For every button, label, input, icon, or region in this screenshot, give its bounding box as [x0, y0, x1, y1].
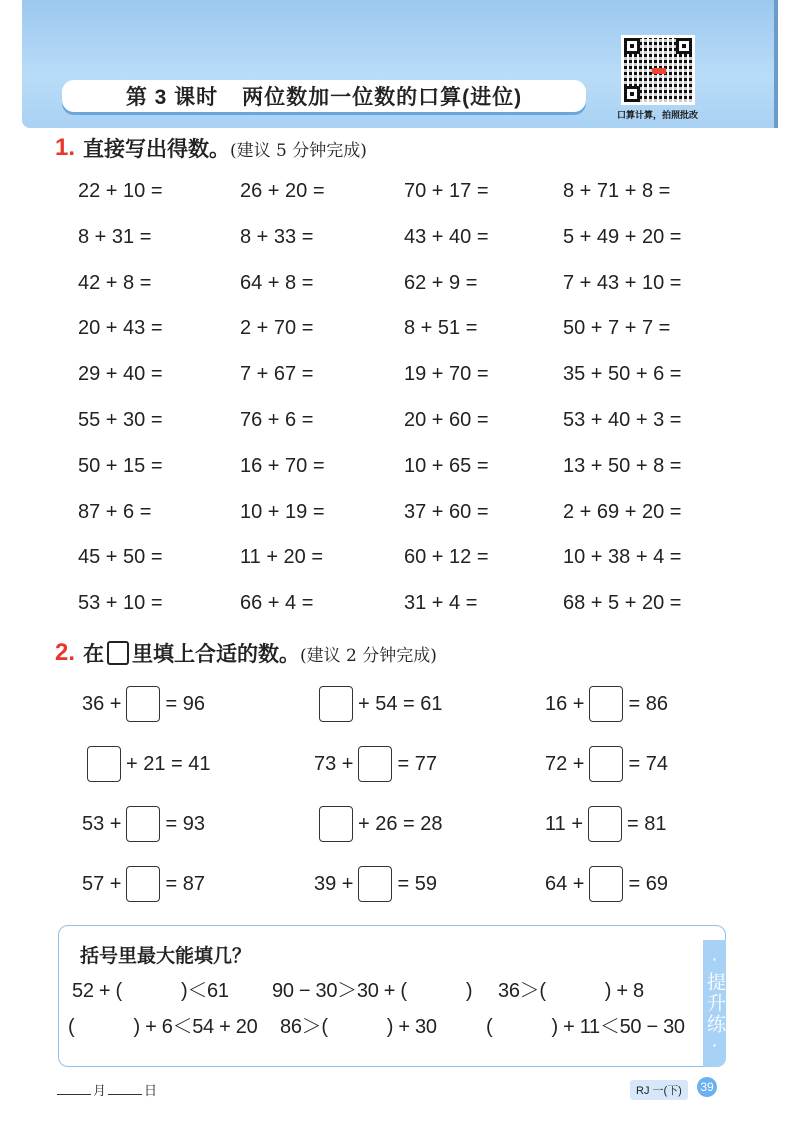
arithmetic-problem: 7 + 67 =	[240, 363, 314, 386]
challenge-title: 括号里最大能填几？	[80, 946, 252, 967]
arithmetic-problem: 8 + 71 + 8 =	[563, 180, 671, 202]
arithmetic-problem: 2 + 69 + 20 =	[563, 500, 682, 523]
lesson-title	[62, 80, 586, 112]
problem-prefix: 16 +	[545, 692, 585, 715]
arithmetic-problem: 13 + 50 + 8 =	[563, 454, 682, 477]
date-field	[55, 1080, 157, 1099]
fill-in-problem	[314, 866, 437, 902]
fill-in-problem	[82, 686, 205, 722]
problem-prefix: 64 +	[545, 872, 585, 895]
arithmetic-problem: 43 + 40 =	[404, 225, 489, 248]
fill-in-problem	[545, 866, 668, 902]
answer-box[interactable]	[589, 866, 623, 902]
problem-suffix: = 93	[165, 812, 205, 835]
answer-box[interactable]	[87, 746, 121, 782]
inequality-problem[interactable]: 90 − 30＞30 + ( )	[272, 980, 473, 1002]
problem-suffix: = 77	[397, 752, 437, 775]
section-title-post: 里填上合适的数。	[132, 643, 301, 666]
arithmetic-problem: 55 + 30 =	[78, 409, 163, 431]
arithmetic-problem: 26 + 20 =	[240, 180, 325, 202]
arithmetic-problem: 8 + 51 =	[404, 317, 478, 340]
problem-suffix: = 59	[397, 872, 437, 895]
section2-heading	[55, 638, 437, 668]
page-edge	[774, 0, 778, 128]
answer-box[interactable]	[126, 806, 160, 842]
problem-suffix: = 96	[165, 692, 205, 715]
problem-prefix: 72 +	[545, 752, 585, 775]
answer-box[interactable]	[588, 806, 622, 842]
arithmetic-problem: 10 + 19 =	[240, 500, 325, 523]
arithmetic-problem: 50 + 7 + 7 =	[563, 317, 671, 340]
arithmetic-problem: 37 + 60 =	[404, 500, 489, 523]
fill-in-problem	[314, 806, 443, 842]
arithmetic-problem: 8 + 33 =	[240, 225, 314, 248]
arithmetic-problem: 29 + 40 =	[78, 363, 163, 386]
inequality-problem[interactable]: ( ) + 11＜50 − 30	[486, 1016, 685, 1038]
arithmetic-problem: 31 + 4 =	[404, 592, 478, 615]
problem-suffix: = 86	[628, 692, 668, 715]
fill-in-problem	[545, 686, 668, 722]
lesson-topic: 两位数加一位数的口算(进位)	[242, 86, 523, 109]
arithmetic-problem: 35 + 50 + 6 =	[563, 363, 682, 386]
answer-box[interactable]	[358, 866, 392, 902]
problem-prefix: 39 +	[314, 872, 354, 895]
challenge-tab-label: ·提升练·	[704, 949, 725, 1058]
arithmetic-problem: 16 + 70 =	[240, 454, 325, 477]
problem-suffix: = 81	[627, 812, 667, 835]
fill-in-problem	[545, 746, 668, 782]
inequality-problem[interactable]: ( ) + 6＜54 + 20	[68, 1016, 258, 1038]
problem-suffix: = 74	[628, 752, 668, 775]
inequality-problem[interactable]: 52 + ( )＜61	[72, 980, 229, 1002]
arithmetic-problem: 20 + 43 =	[78, 317, 163, 340]
page-number: 39	[697, 1077, 717, 1097]
answer-box[interactable]	[319, 686, 353, 722]
arithmetic-problem: 10 + 38 + 4 =	[563, 546, 682, 569]
problem-suffix: + 26 = 28	[358, 812, 443, 835]
arithmetic-problem: 62 + 9 =	[404, 271, 478, 294]
fill-in-problem	[82, 806, 205, 842]
problem-prefix: 53 +	[82, 812, 122, 835]
problem-prefix: 73 +	[314, 752, 354, 775]
answer-box[interactable]	[358, 746, 392, 782]
arithmetic-problem: 10 + 65 =	[404, 454, 489, 477]
arithmetic-problem: 76 + 6 =	[240, 409, 314, 431]
inequality-problem[interactable]: 36＞( ) + 8	[498, 980, 644, 1002]
arithmetic-problem: 20 + 60 =	[404, 409, 489, 431]
arithmetic-problem: 60 + 12 =	[404, 546, 489, 569]
fill-in-problem	[545, 806, 666, 842]
arithmetic-problem: 45 + 50 =	[78, 546, 163, 569]
section-title: 直接写出得数。	[83, 138, 231, 161]
qr-caption: 口算计算，拍照批改	[617, 110, 699, 120]
arithmetic-problem: 68 + 5 + 20 =	[563, 592, 682, 615]
arithmetic-problem: 70 + 17 =	[404, 180, 489, 202]
section-hint: (建议 5 分钟完成)	[230, 140, 367, 161]
day-label: 日	[144, 1083, 158, 1098]
problem-suffix: + 21 = 41	[126, 752, 211, 775]
fill-in-problem	[314, 746, 437, 782]
section-number: 1.	[55, 134, 76, 161]
box-symbol	[107, 641, 129, 665]
answer-box[interactable]	[589, 746, 623, 782]
answer-box[interactable]	[589, 686, 623, 722]
arithmetic-problem: 53 + 40 + 3 =	[563, 409, 682, 431]
problem-suffix: + 54 = 61	[358, 692, 443, 715]
arithmetic-problem: 11 + 20 =	[240, 546, 324, 569]
problem-prefix: 57 +	[82, 872, 122, 895]
arithmetic-problem: 7 + 43 + 10 =	[563, 271, 682, 294]
problem-suffix: = 87	[165, 872, 205, 895]
arithmetic-problem: 66 + 4 =	[240, 592, 314, 615]
answer-box[interactable]	[319, 806, 353, 842]
arithmetic-problem: 2 + 70 =	[240, 317, 314, 340]
answer-box[interactable]	[126, 866, 160, 902]
section1-heading	[55, 133, 367, 163]
arithmetic-problem: 64 + 8 =	[240, 271, 314, 294]
arithmetic-problem: 53 + 10 =	[78, 592, 163, 615]
section-hint: (建议 2 分钟完成)	[300, 645, 437, 666]
fill-in-problem	[82, 746, 211, 782]
answer-box[interactable]	[126, 686, 160, 722]
problem-suffix: = 69	[628, 872, 668, 895]
arithmetic-problem: 42 + 8 =	[78, 271, 152, 294]
arithmetic-problem: 19 + 70 =	[404, 363, 489, 386]
inequality-problem[interactable]: 86＞( ) + 30	[280, 1016, 437, 1038]
edition-label: RJ 一(下)	[630, 1080, 688, 1100]
problem-prefix: 36 +	[82, 692, 122, 715]
arithmetic-problem: 8 + 31 =	[78, 225, 152, 248]
fill-in-problem	[82, 866, 205, 902]
arithmetic-problem: 87 + 6 =	[78, 500, 152, 523]
fill-in-problem	[314, 686, 443, 722]
qr-code[interactable]	[621, 35, 695, 105]
month-label: 月	[93, 1083, 107, 1098]
arithmetic-problem: 22 + 10 =	[78, 180, 163, 202]
arithmetic-problem: 50 + 15 =	[78, 454, 163, 477]
arithmetic-problem: 5 + 49 + 20 =	[563, 225, 682, 248]
section-title-pre: 在	[83, 643, 105, 666]
problem-prefix: 11 +	[545, 812, 583, 835]
challenge-tab	[703, 940, 726, 1067]
section-number: 2.	[55, 639, 76, 666]
lesson-number: 第 3 课时	[125, 86, 219, 109]
